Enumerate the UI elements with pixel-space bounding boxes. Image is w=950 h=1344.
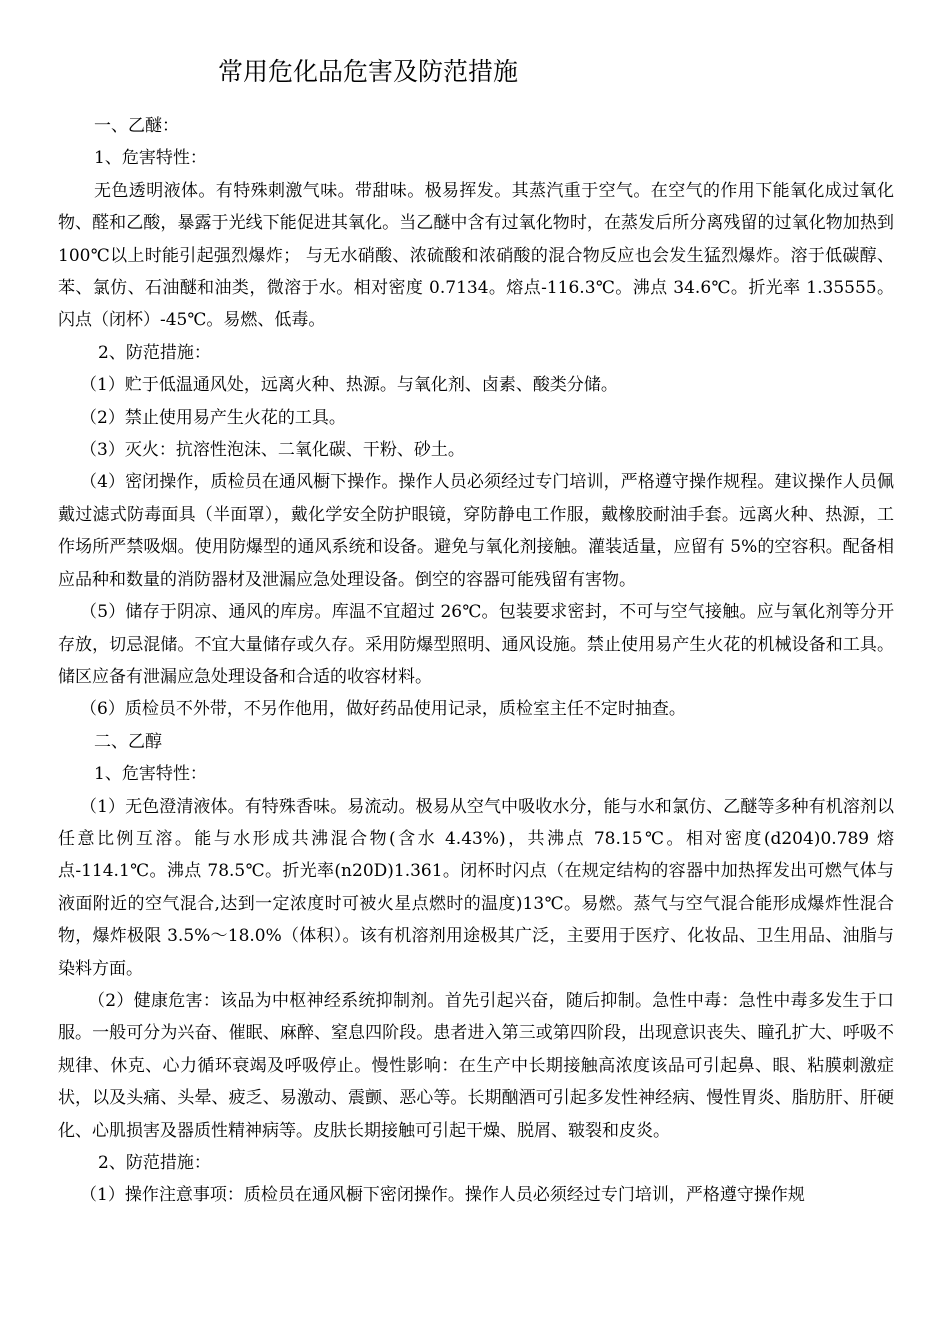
hazard-item: （1）无色澄清液体。有特殊香味。易流动。极易从空气中吸收水分，能与水和氯仿、乙醚等多种有机溶剂以任意比例互溶。能与水形成共沸混合物(含水 4.43%)，共沸点 78.15℃。相对密度(d204)0.789 熔点-114.1℃。沸点 78.5℃。折光率(n20D)1.361。闭杯时闪点（在规定结构的容器中加热挥发出可燃气体与液面附近的空气混合,达到一定浓度时可被火星点燃时的温度)13℃。易燃。蒸气与空气混合能形成爆炸性混合物，爆炸极限 3.5%～18.0%（体积）。该有机溶剂用途极其广泛，主要用于医疗、化妆品、卫生用品、油脂与染料方面。 — [58, 796, 894, 979]
page-title: 常用危化品危害及防范措施 — [218, 57, 519, 86]
hazard-text-ether: 无色透明液体。有特殊刺激气味。带甜味。极易挥发。其蒸汽重于空气。在空气的作用下能氧化成过氧化物、醛和乙酸，暴露于光线下能促进其氧化。当乙醚中含有过氧化物时，在蒸发后所分离残留的过氧化物加热到 100℃以上时能引起强烈爆炸； 与无水硝酸、浓硫酸和浓硝酸的混合物反应也会发生猛烈爆炸。溶于低碳醇、苯、氯仿、石油醚和油类，微溶于水。相对密度 0.7134。熔点-116.3℃。沸点 34.6℃。折光率 1.35555。闪点（闭杯）-45℃。易燃、低毒。 — [58, 180, 894, 331]
measures-heading-ethanol: 2、防范措施： — [98, 1153, 211, 1173]
measure-item: （5）储存于阴凉、通风的库房。库温不宜超过 26℃。包装要求密封，不可与空气接触。应与氧化剂等分开存放，切忌混储。不宜大量储存或久存。采用防爆型照明、通风设施。禁止使用易产生火花的机械设备和工具。储区应备有泄漏应急处理设备和合适的收容材料。 — [58, 602, 894, 687]
hazard-heading-ethanol: 1、危害特性： — [94, 764, 207, 785]
measures-heading-ether: 2、防范措施： — [98, 342, 211, 363]
measure-item: （4）密闭操作，质检员在通风橱下操作。操作人员必须经过专门培训，严格遵守操作规程。建议操作人员佩戴过滤式防毒面具（半面罩），戴化学安全防护眼镜，穿防静电工作服，戴橡胶耐油手套。远离火种、热源，工作场所严禁吸烟。使用防爆型的通风系统和设备。避免与氧化剂接触。灌装适量，应留有 5%的空容积。配备相应品种和数量的消防器材及泄漏应急处理设备。倒空的容器可能残留有害物。 — [58, 472, 894, 590]
section-heading-ether: 一、乙醚： — [94, 116, 179, 136]
measure-item: （1）操作注意事项：质检员在通风橱下密闭操作。操作人员必须经过专门培训，严格遵守操作规 — [80, 1185, 805, 1206]
hazard-item: （2）健康危害：该品为中枢神经系统抑制剂。首先引起兴奋，随后抑制。急性中毒：急性中毒多发生于口服。一般可分为兴奋、催眠、麻醉、窒息四阶段。患者进入第三或第四阶段，出现意识丧失、瞳孔扩大、呼吸不规律、休克、心力循环衰竭及呼吸停止。慢性影响：在生产中长期接触高浓度该品可引起鼻、眼、粘膜刺激症状，以及头痛、头晕、疲乏、易激动、震颤、恶心等。长期酗酒可引起多发性神经病、慢性胃炎、脂肪肝、肝硬化、心肌损害及器质性精神病等。皮肤长期接触可引起干燥、脱屑、皲裂和皮炎。 — [58, 990, 894, 1141]
hazard-heading-ether: 1、危害特性： — [94, 148, 207, 169]
measure-item: （6）质检员不外带，不另作他用，做好药品使用记录，质检室主任不定时抽查。 — [80, 699, 686, 720]
measure-item: （3）灭火：抗溶性泡沫、二氧化碳、干粉、砂土。 — [80, 440, 465, 461]
measure-item: （1）贮于低温通风处，远离火种、热源。与氧化剂、卤素、酸类分储。 — [80, 375, 618, 396]
section-heading-ethanol: 二、乙醇 — [94, 731, 162, 752]
document-body — [58, 110, 894, 1212]
measure-item: （2）禁止使用易产生火花的工具。 — [80, 407, 346, 428]
